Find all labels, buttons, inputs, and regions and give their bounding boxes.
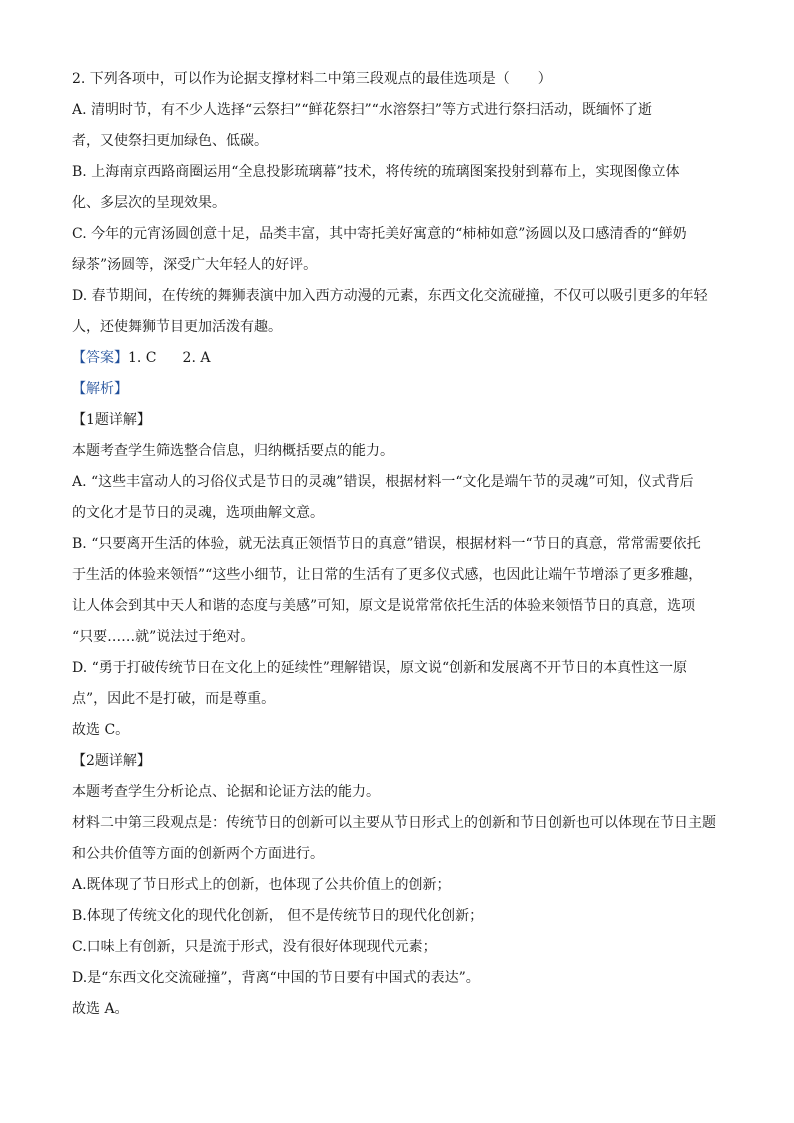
- detail2-viewpoint-line-1: 材料二中第三段观点是：传统节日的创新可以主要从节日形式上的创新和节日创新也可以体现在节日主题: [72, 815, 716, 831]
- detail2-b: B.体现了传统文化的现代化创新， 但不是传统节日的现代化创新；: [72, 908, 484, 924]
- answer-label: 【答案】: [72, 350, 128, 366]
- detail2-d: D.是“东西文化交流碰撞”，背离“中国的节日要有中国式的表达”。: [72, 970, 480, 986]
- option-d-line-1: D. 春节期间，在传统的舞狮表演中加入西方动漫的元素，东西文化交流碰撞，不仅可以吸引更多的年轻: [72, 288, 708, 304]
- detail1-b-line-4: “只要……就”说法过于绝对。: [72, 629, 255, 645]
- option-a-line-1: A. 清明时节，有不少人选择“云祭扫”“鲜花祭扫”“水溶祭扫”等方式进行祭扫活动，既缅怀了逝: [72, 102, 652, 118]
- detail2-label: 【2题详解】: [72, 753, 151, 769]
- detail1-a-line-1: A. “这些丰富动人的习俗仪式是节日的灵魂”错误，根据材料一“文化是端午节的灵魂”可知，仪式背后: [72, 474, 694, 490]
- answer-gap: [157, 343, 183, 374]
- detail1-d-line-1: D. “勇于打破传统节日在文化上的延续性”理解错误，原文说“创新和发展离不开节日的本真性这一原: [72, 660, 688, 676]
- option-c-line-1: C. 今年的元宵汤圆创意十足，品类丰富，其中寄托美好寓意的“柿柿如意”汤圆以及口感清香的“鲜奶: [72, 226, 687, 242]
- detail2-a: A.既体现了节日形式上的创新，也体现了公共价值上的创新；: [72, 877, 451, 893]
- detail1-intro: 本题考查学生筛选整合信息，归纳概括要点的能力。: [72, 443, 394, 459]
- question-stem: 2. 下列各项中，可以作为论据支撑材料二中第三段观点的最佳选项是（ ）: [72, 71, 552, 87]
- answer-row: [72, 343, 724, 374]
- detail1-b-line-1: B. “只要离开生活的体验，就无法真正领悟节日的真意”错误，根据材料一“节日的真意，常常需要依托: [72, 536, 701, 552]
- detail1-conclusion: 故选 C。: [72, 722, 130, 738]
- option-c-line-2: 绿茶”汤圆等，深受广大年轻人的好评。: [72, 257, 318, 273]
- answer-1: 1. C: [128, 350, 157, 366]
- detail1-a-line-2: 的文化才是节日的灵魂，选项曲解文意。: [72, 505, 324, 521]
- detail1-b-line-3: 让人体会到其中天人和谐的态度与美感”可知，原文是说常常依托生活的体验来领悟节日的真意，选项: [72, 598, 696, 614]
- detail2-c: C.口味上有创新，只是流于形式，没有很好体现现代元素；: [72, 939, 437, 955]
- detail1-d-line-2: 点”，因此不是打破，而是尊重。: [72, 691, 276, 707]
- detail1-b-line-2: 于生活的体验来领悟”“这些小细节，让日常的生活有了更多仪式感，也因此让端午节增添了更多雅趣，: [72, 567, 703, 583]
- option-b-line-1: B. 上海南京西路商圈运用“全息投影琉璃幕”技术，将传统的琉璃图案投射到幕布上，实现图像立体: [72, 164, 680, 180]
- option-a-line-2: 者，又使祭扫更加绿色、低碳。: [72, 133, 268, 149]
- detail2-conclusion: 故选 A。: [72, 1001, 129, 1017]
- analysis-label: 【解析】: [72, 381, 128, 397]
- detail2-viewpoint-line-2: 和公共价值等方面的创新两个方面进行。: [72, 846, 324, 862]
- document-page: [72, 64, 724, 1025]
- detail1-label: 【1题详解】: [72, 412, 151, 428]
- option-d-line-2: 人，还使舞狮节目更加活泼有趣。: [72, 319, 282, 335]
- detail2-intro: 本题考查学生分析论点、论据和论证方法的能力。: [72, 784, 380, 800]
- option-b-line-2: 化、多层次的呈现效果。: [72, 195, 226, 211]
- answer-2: 2. A: [182, 350, 211, 366]
